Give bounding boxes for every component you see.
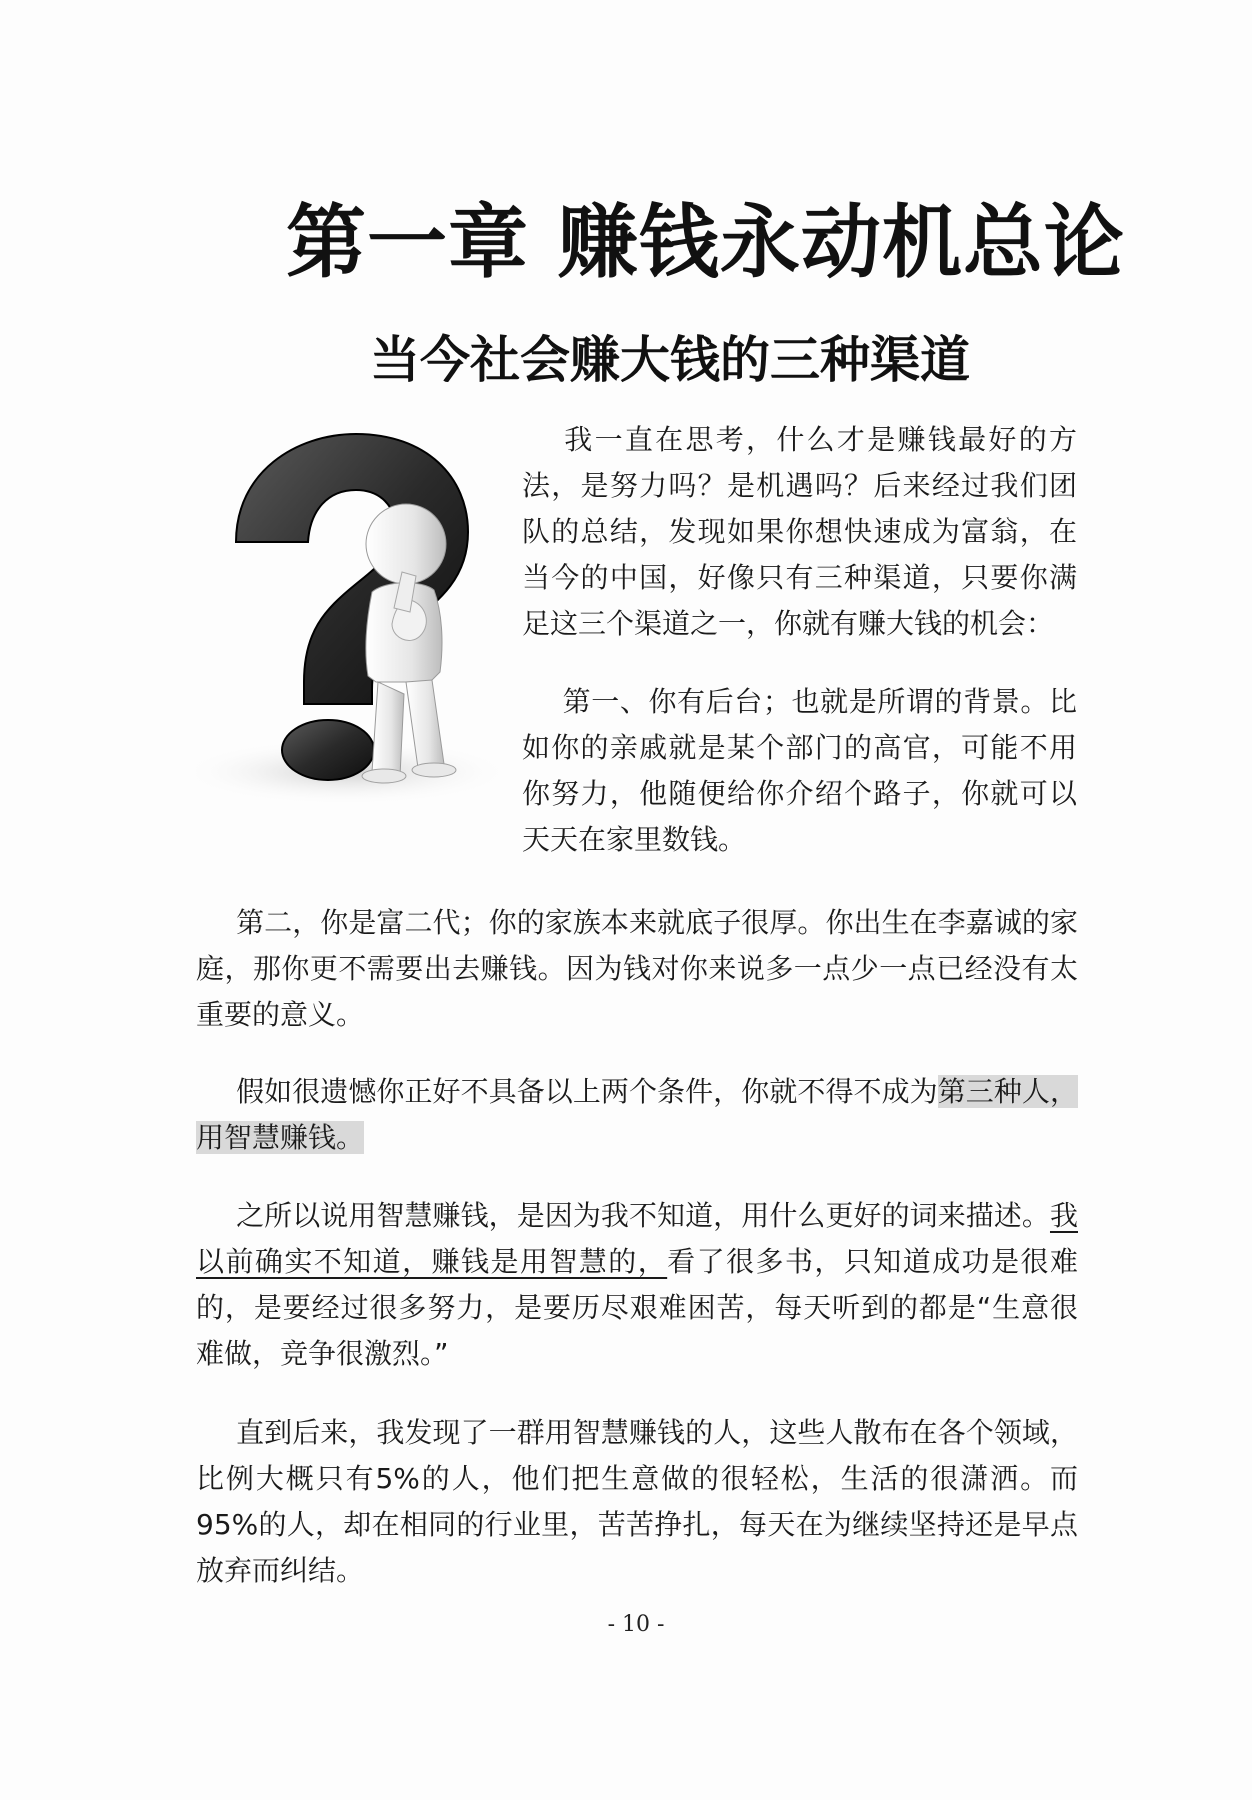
highlighted-phrase: 第三种人，用智慧赚钱。 xyxy=(196,1075,1078,1154)
paragraph-five-percent xyxy=(196,1410,1078,1594)
paragraph-first-channel xyxy=(522,679,1077,863)
paragraph-second-channel xyxy=(196,900,1078,1038)
section-title: 当今社会赚大钱的三种渠道 xyxy=(370,331,970,389)
paragraph-five-percent-text: 直到后来，我发现了一群用智慧赚钱的人，这些人散布在各个领域，比例大概只有5%的人，他们把生意做的很轻松，生活的很潇洒。而 95%的人，却在相同的行业里，苦苦挣扎，每天在为继续坚持还是早点放弃而纠结。 xyxy=(196,1416,1078,1587)
paragraph-third-channel xyxy=(196,1069,1078,1161)
paragraph-intro xyxy=(522,417,1077,647)
paragraph-third-channel-text: 假如很遗憾你正好不具备以上两个条件，你就不得不成为 xyxy=(236,1075,938,1108)
paragraph-wisdom xyxy=(196,1193,1078,1377)
paragraph-first-channel-text: 第一、你有后台；也就是所谓的背景。比如你的亲戚就是某个部门的高官，可能不用你努力，他随便给你介绍个路子，你就可以天天在家里数钱。 xyxy=(522,685,1077,856)
page-number: - 10 - xyxy=(607,1612,665,1637)
chapter-title: 第一章 赚钱永动机总论 xyxy=(286,196,1125,289)
underlined-phrase: 我以前确实不知道，赚钱是用智慧的， xyxy=(196,1199,1078,1278)
paragraph-intro-text: 我一直在思考，什么才是赚钱最好的方法，是努力吗？是机遇吗？后来经过我们团队的总结，发现如果你想快速成为富翁，在当今的中国，好像只有三种渠道，只要你满足这三个渠道之一，你就有赚大钱的机会： xyxy=(522,423,1077,640)
paragraph-second-channel-text: 第二，你是富二代；你的家族本来就底子很厚。你出生在李嘉诚的家庭，那你更不需要出去赚钱。因为钱对你来说多一点少一点已经没有太重要的意义。 xyxy=(196,906,1078,1031)
paragraph-wisdom-text: 之所以说用智慧赚钱，是因为我不知道，用什么更好的词来描述。 xyxy=(236,1199,1050,1232)
question-mark-thinking-figure-icon xyxy=(196,432,516,812)
paragraph-wisdom-rest: 看了很多书，只知道成功是很难的，是要经过很多努力，是要历尽艰难困苦，每天听到的都是“生意很难做，竞争很激烈。” xyxy=(196,1245,1078,1370)
